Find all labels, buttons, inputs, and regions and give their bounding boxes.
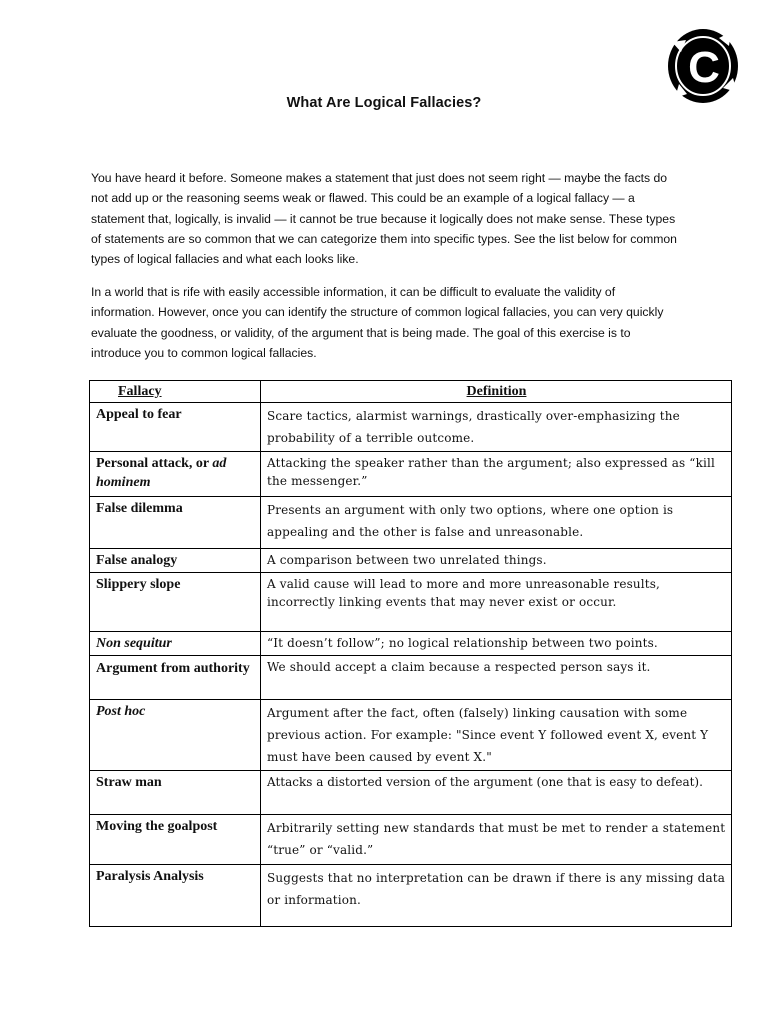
definition-column-header: Definition xyxy=(261,381,732,403)
page-title: What Are Logical Fallacies? xyxy=(286,95,482,111)
fallacy-definition: Argument after the fact, often (falsely) linking causation with some previous action. For example: "Since event Y followed event X, event Y must have been caused by event X." xyxy=(261,700,732,771)
fallacy-definition: “It doesn’t follow”; no logical relationship between two points. xyxy=(261,632,732,656)
fallacy-term: Straw man xyxy=(90,771,261,815)
fallacy-definition: A comparison between two unrelated things. xyxy=(261,549,732,573)
intro-paragraph: In a world that is rife with easily accessible information, it can be difficult to evaluate the validity of information. However, once you can identify the structure of common logical fallacies, you can very quickly evaluate the goodness, or validity, of the argument that is being made. The goal of this exercise is to introduce you to common logical fallacies. xyxy=(91,285,664,360)
fallacy-definition: Suggests that no interpretation can be drawn if there is any missing data or information. xyxy=(261,865,732,927)
table-header-row xyxy=(90,381,732,403)
fallacy-definition: We should accept a claim because a respected person says it. xyxy=(261,656,732,700)
fallacy-term: Moving the goalpost xyxy=(90,815,261,865)
table-row xyxy=(90,549,732,573)
fallacy-term: False dilemma xyxy=(90,497,261,549)
table-row xyxy=(90,403,732,452)
fallacy-definition: Attacking the speaker rather than the argument; also expressed as “kill the messenger.” xyxy=(261,452,732,497)
fallacy-table xyxy=(89,380,732,927)
fallacy-definition: Scare tactics, alarmist warnings, drastically over-emphasizing the probability of a terrible outcome. xyxy=(261,403,732,452)
fallacy-definition: Attacks a distorted version of the argument (one that is easy to defeat). xyxy=(261,771,732,815)
fallacy-term: Slippery slope xyxy=(90,573,261,632)
fallacy-term: False analogy xyxy=(90,549,261,573)
fallacy-definition: Presents an argument with only two options, where one option is appealing and the other is false and unreasonable. xyxy=(261,497,732,549)
table-row xyxy=(90,865,732,927)
table-row xyxy=(90,573,732,632)
fallacy-term: Paralysis Analysis xyxy=(90,865,261,927)
table-row xyxy=(90,700,732,771)
fallacy-term xyxy=(90,452,261,497)
table-row xyxy=(90,632,732,656)
intro-paragraph: You have heard it before. Someone makes a statement that just does not seem right — maybe the facts do not add up or the reasoning seems weak or flawed. This could be an example of a logical fallacy — a statement that, logically, is invalid — it cannot be true because it logically does not make sense. These types of statements are so common that we can categorize them into specific types. See the list below for common types of logical fallacies and what each looks like. xyxy=(91,171,677,267)
fallacy-column-header: Fallacy xyxy=(90,381,261,403)
fallacy-term-text: Argument from authority xyxy=(96,661,250,676)
table-row xyxy=(90,771,732,815)
table-row xyxy=(90,452,732,497)
fallacy-term-text: Personal attack, or xyxy=(96,456,213,471)
fallacy-term: Appeal to fear xyxy=(90,403,261,452)
fallacy-definition: Arbitrarily setting new standards that must be met to render a statement “true” or “valid.” xyxy=(261,815,732,865)
fallacy-definition: A valid cause will lead to more and more unreasonable results, incorrectly linking events that may never exist or occur. xyxy=(261,573,732,632)
fallacy-term xyxy=(90,656,261,700)
fallacy-term-italic: ad hominem xyxy=(96,456,227,490)
table-row xyxy=(90,815,732,865)
logo-letter: C xyxy=(688,43,720,92)
circular-arrows-c-logo-icon xyxy=(667,28,739,104)
table-row xyxy=(90,497,732,549)
fallacy-term: Non sequitur xyxy=(90,632,261,656)
table-row xyxy=(90,656,732,700)
fallacy-term: Post hoc xyxy=(90,700,261,771)
